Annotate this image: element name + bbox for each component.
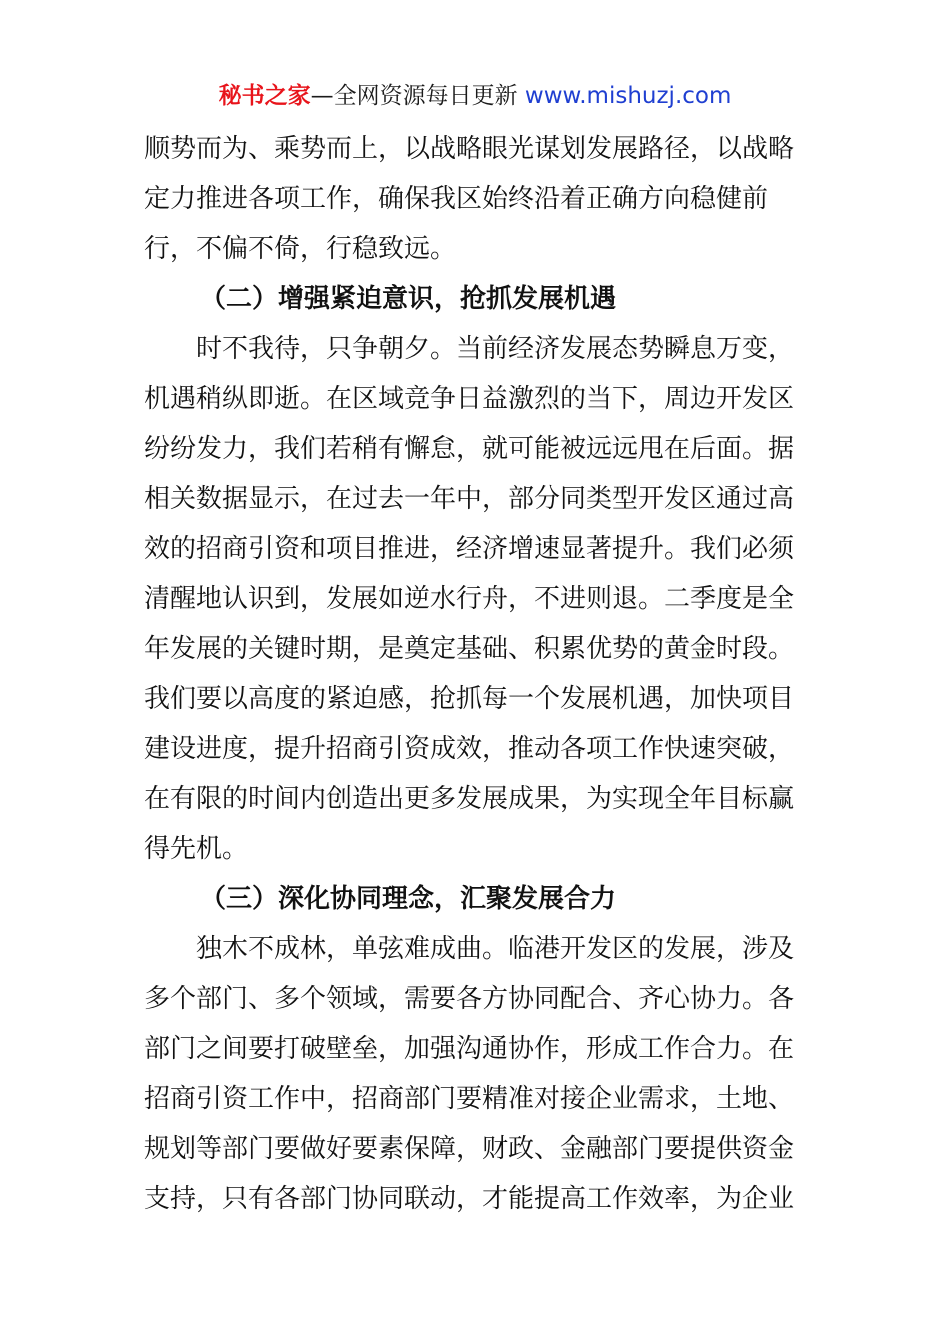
paragraph-line: 定力推进各项工作，确保我区始终沿着正确方向稳健前 xyxy=(144,184,769,214)
section-heading: （三）深化协同理念，汇聚发展合力 xyxy=(200,884,617,914)
paragraph-line: 时不我待，只争朝夕。当前经济发展态势瞬息万变， xyxy=(196,334,795,364)
page-header xyxy=(0,80,950,112)
paragraph-line: 机遇稍纵即逝。在区域竞争日益激烈的当下，周边开发区 xyxy=(144,384,795,414)
paragraph-line: 行，不偏不倚，行稳致远。 xyxy=(144,234,457,264)
paragraph-line: 规划等部门要做好要素保障，财政、金融部门要提供资金 xyxy=(144,1134,795,1164)
header-brand: 秘书之家 xyxy=(218,83,311,109)
header-url-link[interactable]: www.mishuzj.com xyxy=(524,83,732,109)
section-heading: （二）增强紧迫意识，抢抓发展机遇 xyxy=(200,284,617,314)
paragraph-line: 得先机。 xyxy=(144,834,249,864)
header-tagline: —全网资源每日更新 xyxy=(310,83,518,109)
paragraph-line: 独木不成林，单弦难成曲。临港开发区的发展，涉及 xyxy=(196,934,795,964)
paragraph-line: 顺势而为、乘势而上，以战略眼光谋划发展路径，以战略 xyxy=(144,134,795,164)
paragraph-line: 招商引资工作中，招商部门要精准对接企业需求，土地、 xyxy=(144,1084,795,1114)
paragraph-line: 清醒地认识到，发展如逆水行舟，不进则退。二季度是全 xyxy=(144,584,795,614)
paragraph-line: 多个部门、多个领域，需要各方协同配合、齐心协力。各 xyxy=(144,984,795,1014)
paragraph-line: 纷纷发力，我们若稍有懈怠，就可能被远远甩在后面。据 xyxy=(144,434,795,464)
paragraph-line: 年发展的关键时期，是奠定基础、积累优势的黄金时段。 xyxy=(144,634,795,664)
paragraph-line: 在有限的时间内创造出更多发展成果，为实现全年目标赢 xyxy=(144,784,795,814)
paragraph-line: 部门之间要打破壁垒，加强沟通协作，形成工作合力。在 xyxy=(144,1034,795,1064)
paragraph-line: 我们要以高度的紧迫感，抢抓每一个发展机遇，加快项目 xyxy=(144,684,795,714)
paragraph-line: 相关数据显示，在过去一年中，部分同类型开发区通过高 xyxy=(144,484,795,514)
paragraph-line: 效的招商引资和项目推进，经济增速显著提升。我们必须 xyxy=(144,534,795,564)
paragraph-line: 建设进度，提升招商引资成效，推动各项工作快速突破， xyxy=(144,734,795,764)
paragraph-line: 支持，只有各部门协同联动，才能提高工作效率，为企业 xyxy=(144,1184,795,1214)
document-body xyxy=(144,124,808,1224)
